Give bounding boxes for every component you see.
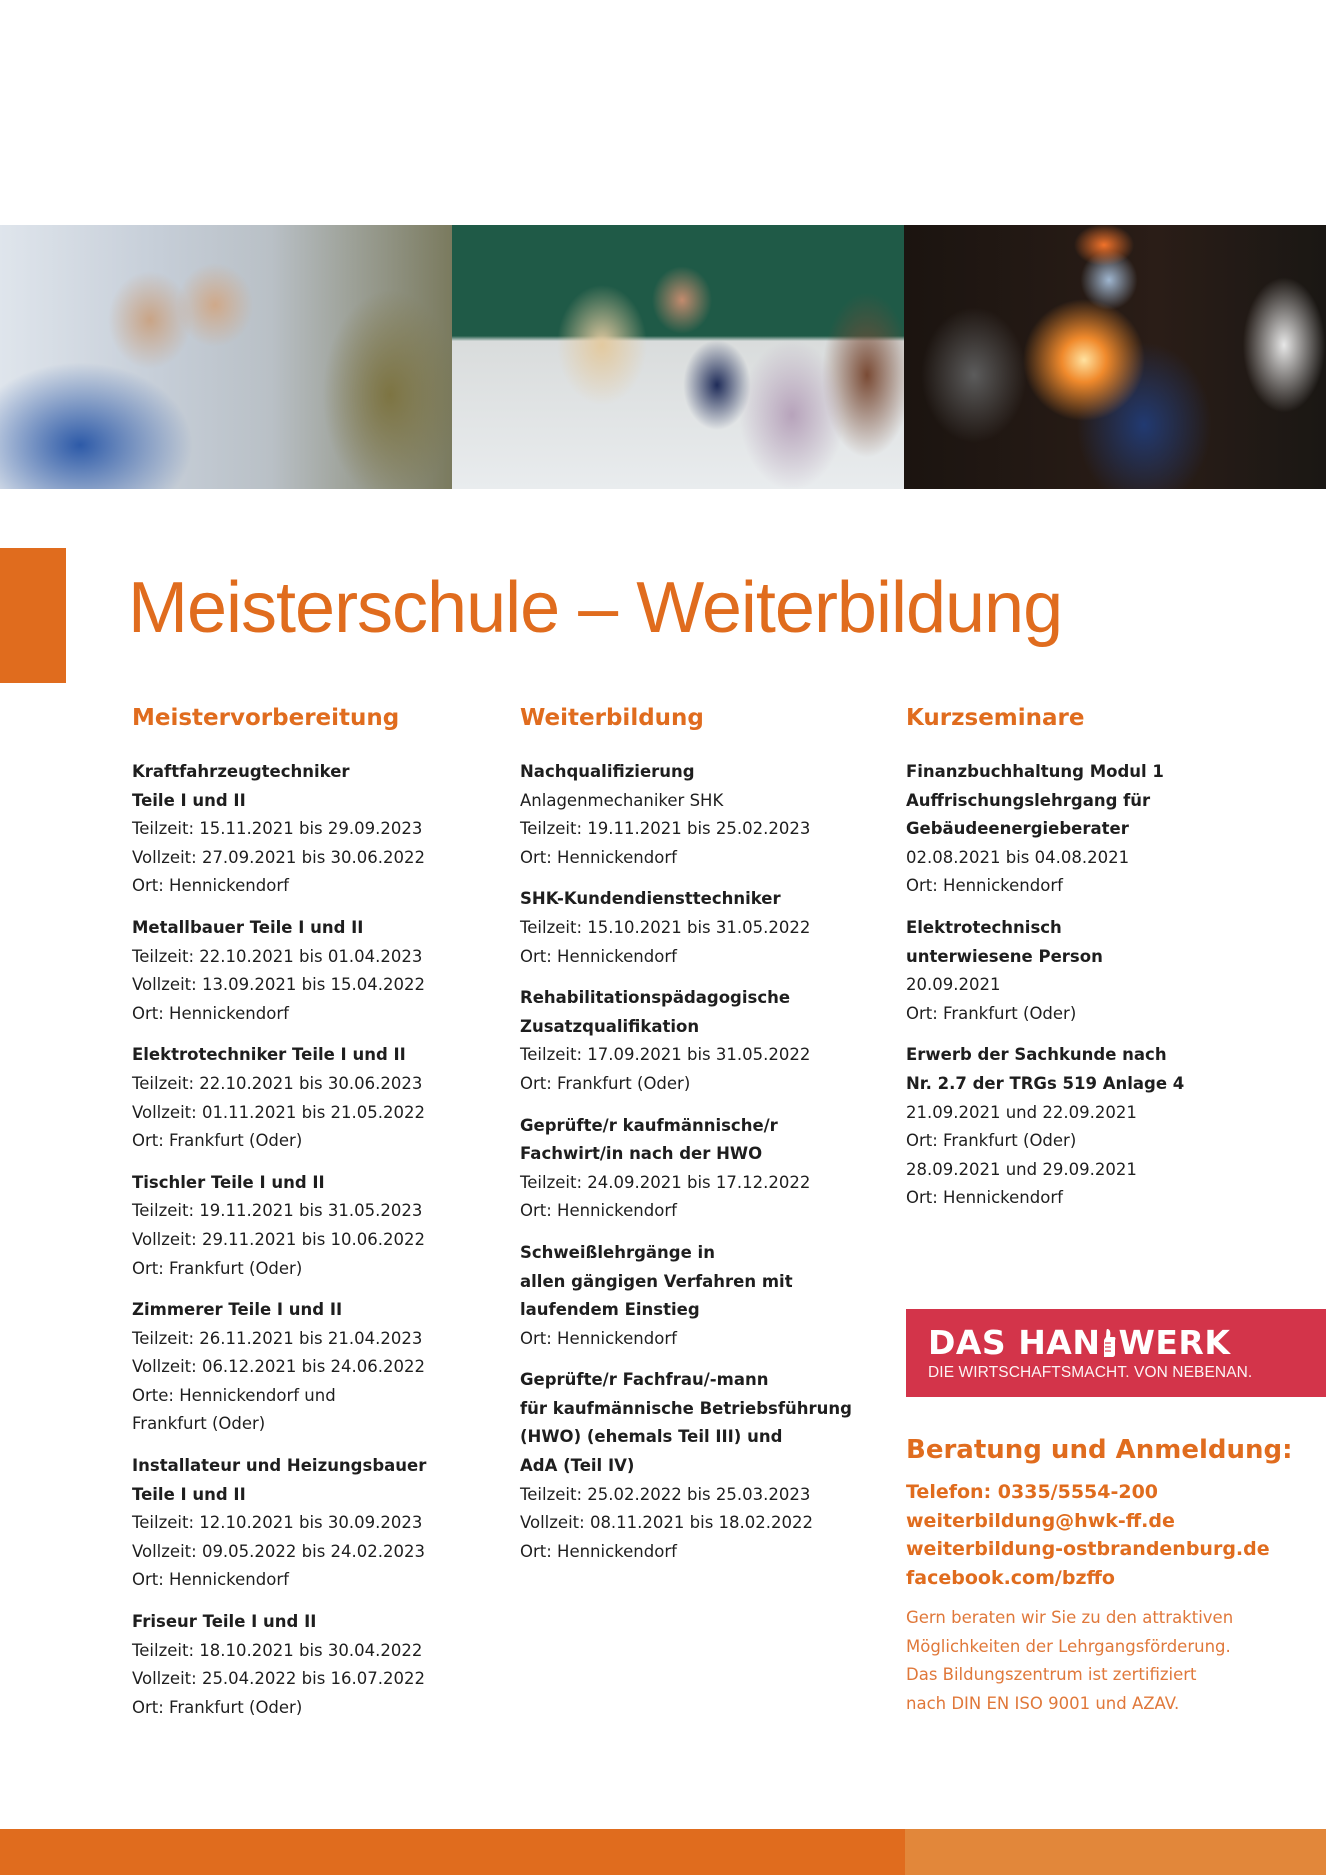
course-location: Ort: Frankfurt (Oder) [132,1697,303,1717]
course-item [906,758,1316,901]
phone-link[interactable]: Telefon: 0335/5554-200 [906,1481,1159,1503]
course-title: Erwerb der Sachkunde nach [906,1045,1167,1065]
banner-logo-right: WERK [1118,1323,1231,1362]
email-link[interactable]: weiterbildung@hwk-ff.de [906,1509,1175,1532]
course-item [132,1452,472,1595]
facebook-link[interactable]: facebook.com/bzffo [906,1566,1115,1589]
course-location: Ort: Hennickendorf [132,1003,289,1023]
course-item [132,1296,472,1439]
course-item [906,1041,1316,1213]
course-detail: 21.09.2021 und 22.09.2021 [906,1102,1137,1122]
course-title: Gebäudeenergieberater [906,819,1129,839]
column-heading: Meistervorbereitung [132,705,400,731]
course-title: AdA (Teil IV) [520,1456,635,1476]
course-detail: Teilzeit: 19.11.2021 bis 25.02.2023 [520,819,811,839]
contact-note-line: Möglichkeiten der Lehrgangsförderung. [906,1636,1231,1656]
course-title: Elektrotechniker Teile I und II [132,1045,406,1065]
course-detail: Vollzeit: 06.12.2021 bis 24.06.2022 [132,1357,426,1377]
course-detail: Vollzeit: 27.09.2021 bis 30.06.2022 [132,847,426,867]
course-detail: 02.08.2021 bis 04.08.2021 [906,847,1130,867]
contact-note-line: nach DIN EN ISO 9001 und AZAV. [906,1693,1180,1713]
course-detail: Teilzeit: 24.09.2021 bis 17.12.2022 [520,1172,811,1192]
das-handwerk-banner [906,1309,1326,1397]
course-detail: Teilzeit: 25.02.2022 bis 25.03.2023 [520,1484,811,1504]
course-item [520,1239,880,1353]
course-detail: Vollzeit: 09.05.2022 bis 24.02.2023 [132,1541,426,1561]
course-detail: Teilzeit: 22.10.2021 bis 30.06.2023 [132,1073,423,1093]
website-link[interactable]: weiterbildung-ostbrandenburg.de [906,1538,1270,1560]
course-item [132,1608,472,1722]
course-location: Frankfurt (Oder) [132,1414,266,1434]
contact-note-line: Das Bildungszentrum ist zertifiziert [906,1665,1197,1685]
column-kurzseminare [906,700,1316,1226]
course-detail: Teilzeit: 19.11.2021 bis 31.05.2023 [132,1201,423,1221]
course-title: Fachwirt/in nach der HWO [520,1144,763,1164]
course-detail: Vollzeit: 25.04.2022 bis 16.07.2022 [132,1669,426,1689]
workshop-photo [0,225,452,489]
course-item [132,1041,472,1155]
course-detail: Vollzeit: 01.11.2021 bis 21.05.2022 [132,1102,426,1122]
course-title: Geprüfte/r Fachfrau/-mann [520,1370,769,1390]
header-photo-band [0,225,1326,489]
course-title: Nr. 2.7 der TRGs 519 Anlage 4 [906,1073,1185,1093]
course-detail: 20.09.2021 [906,975,1001,995]
course-title: Friseur Teile I und II [132,1612,317,1632]
column-meistervorbereitung [132,700,472,1735]
course-title: unterwiesene Person [906,946,1103,966]
course-detail: Teilzeit: 26.11.2021 bis 21.04.2023 [132,1328,423,1348]
course-location: Orte: Hennickendorf und [132,1385,336,1405]
course-location: Ort: Hennickendorf [520,1541,677,1561]
course-title: für kaufmännische Betriebsführung [520,1398,852,1418]
course-detail: Teilzeit: 18.10.2021 bis 30.04.2022 [132,1640,423,1660]
course-location: Ort: Hennickendorf [132,876,289,896]
thumbs-up-icon [1102,1328,1116,1358]
footer-bar [0,1829,1326,1875]
course-item [520,984,880,1098]
course-location: Ort: Hennickendorf [520,847,677,867]
course-detail: Anlagenmechaniker SHK [520,790,724,810]
course-item [906,914,1316,1028]
course-detail: Vollzeit: 08.11.2021 bis 18.02.2022 [520,1513,814,1533]
course-title: Schweißlehrgänge in [520,1242,715,1262]
contact-section [906,1432,1316,1718]
course-item [132,914,472,1028]
course-detail: Vollzeit: 29.11.2021 bis 10.06.2022 [132,1229,426,1249]
course-title: Teile I und II [132,1484,246,1504]
course-location: Ort: Hennickendorf [520,1201,677,1221]
course-detail: 28.09.2021 und 29.09.2021 [906,1159,1137,1179]
course-title: Metallbauer Teile I und II [132,917,364,937]
course-item [520,1112,880,1226]
welding-photo [904,225,1326,489]
course-location: Ort: Hennickendorf [132,1570,289,1590]
course-location: Ort: Hennickendorf [520,1328,677,1348]
course-detail: Teilzeit: 17.09.2021 bis 31.05.2022 [520,1045,811,1065]
column-heading: Weiterbildung [520,705,704,731]
course-detail: Teilzeit: 12.10.2021 bis 30.09.2023 [132,1513,423,1533]
banner-tagline: DIE WIRTSCHAFTSMACHT. VON NEBENAN. [928,1364,1253,1381]
course-title: laufendem Einstieg [520,1300,700,1320]
course-title: Teile I und II [132,790,246,810]
accent-block [0,548,66,683]
course-title: Auffrischungslehrgang für [906,790,1151,810]
course-title: Rehabilitationspädagogische [520,988,791,1008]
course-title: SHK-Kundendiensttechniker [520,889,781,909]
column-weiterbildung [520,700,880,1579]
course-title: Elektrotechnisch [906,917,1062,937]
course-location: Ort: Frankfurt (Oder) [132,1258,303,1278]
course-item [520,758,880,872]
classroom-photo [452,225,904,489]
course-detail: Teilzeit: 22.10.2021 bis 01.04.2023 [132,946,423,966]
footer-bar-light [905,1829,1326,1875]
course-title: Kraftfahrzeugtechniker [132,762,350,781]
course-location: Ort: Frankfurt (Oder) [520,1073,691,1093]
course-title: Zimmerer Teile I und II [132,1300,343,1320]
footer-bar-dark [0,1829,905,1875]
column-heading: Kurzseminare [906,705,1085,731]
course-title: Nachqualifizierung [520,762,695,781]
course-title: Geprüfte/r kaufmännische/r [520,1115,778,1135]
course-title: Zusatzqualifikation [520,1016,700,1036]
contact-note [906,1604,1316,1718]
course-item [132,1169,472,1283]
course-item [520,1366,880,1566]
course-detail: Teilzeit: 15.10.2021 bis 31.05.2022 [520,917,811,937]
course-location: Ort: Frankfurt (Oder) [132,1131,303,1151]
course-detail: Teilzeit: 15.11.2021 bis 29.09.2023 [132,819,423,839]
page-title: Meisterschule – Weiterbildung [128,568,1063,648]
course-location: Ort: Frankfurt (Oder) [906,1003,1077,1023]
course-title: allen gängigen Verfahren mit [520,1271,793,1291]
contact-heading: Beratung und Anmeldung: [906,1435,1293,1465]
course-location: Ort: Hennickendorf [906,876,1063,896]
course-title: Installateur und Heizungsbauer [132,1456,427,1476]
course-location: Ort: Frankfurt (Oder) [906,1131,1077,1151]
course-title: Tischler Teile I und II [132,1172,325,1192]
contact-note-line: Gern beraten wir Sie zu den attraktiven [906,1608,1234,1627]
course-item [132,758,472,901]
course-title: Finanzbuchhaltung Modul 1 [906,762,1164,781]
course-detail: Vollzeit: 13.09.2021 bis 15.04.2022 [132,975,426,995]
course-location: Ort: Hennickendorf [520,946,677,966]
course-location: Ort: Hennickendorf [906,1188,1063,1208]
course-title: (HWO) (ehemals Teil III) und [520,1427,783,1447]
banner-logo-left: DAS HAN [928,1323,1101,1362]
banner-logo-text [928,1323,1230,1363]
course-item [520,885,880,971]
